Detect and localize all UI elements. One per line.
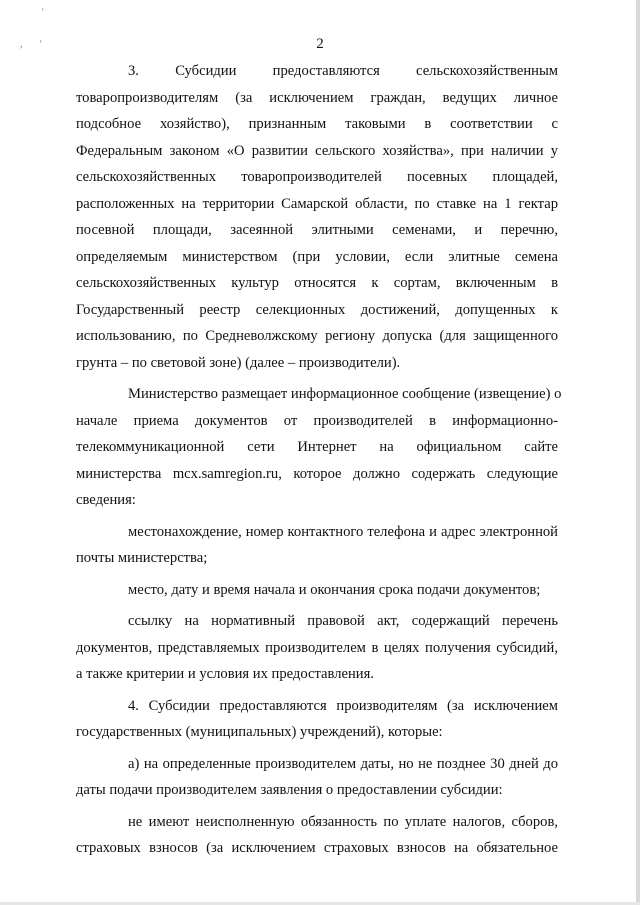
scan-speck: ' [40, 39, 42, 49]
paragraph [76, 751, 558, 804]
paragraph [76, 577, 558, 604]
text-line: сельскохозяйственных культур относятся к сортам, включенным в [76, 275, 558, 291]
paragraph [76, 58, 558, 376]
text-line: местонахождение, номер контактного телефона и адрес электронной [128, 523, 558, 540]
text-line: товаропроизводителям (за исключением граждан, ведущих личное [76, 89, 558, 106]
text-line: а) на определенные производителем даты, но не позднее 30 дней до [128, 755, 558, 772]
text-line: а также критерии и условия их предоставления. [76, 666, 374, 682]
document-body [76, 58, 562, 862]
scan-edge-right [636, 0, 640, 905]
scan-speck: ' [42, 7, 44, 17]
text-line: даты подачи производителем заявления о предоставлении субсидии: [76, 782, 503, 798]
paragraph [76, 693, 558, 746]
text-line: использованию, по Средневолжскому региону допуска (для защищенного [76, 328, 558, 344]
paragraph [76, 519, 558, 572]
text-line: место, дату и время начала и окончания срока подачи документов; [128, 581, 541, 598]
paragraph [76, 381, 562, 514]
text-line: сведения: [76, 492, 136, 508]
text-line: подсобное хозяйство), признанным таковыми в соответствии с [76, 116, 558, 132]
page-number: 2 [316, 36, 324, 52]
text-line: сельскохозяйственных товаропроизводителей посевных площадей, [76, 169, 558, 185]
text-line: расположенных на территории Самарской области, по ставке на 1 гектар [76, 195, 558, 212]
text-line: страховых взносов (за исключением страховых взносов на обязательное [76, 840, 558, 856]
paragraph [76, 809, 558, 862]
text-line: Федеральным законом «О развитии сельского хозяйства», при наличии у [76, 142, 558, 159]
scan-speck: , [20, 39, 23, 49]
text-line: государственных (муниципальных) учреждений), которые: [76, 724, 443, 740]
text-line: не имеют неисполненную обязанность по уплате налогов, сборов, [128, 813, 558, 830]
paragraph [76, 608, 558, 688]
text-line: посевной площади, засеянной элитными семенами, и перечню, [76, 222, 558, 238]
text-line: определяемым министерством (при условии, если элитные семена [76, 248, 558, 265]
text-line: документов, представляемых производителем в целях получения субсидий, [76, 639, 558, 656]
text-line: ссылку на нормативный правовой акт, содержащий перечень [128, 613, 558, 629]
text-line: 4. Субсидии предоставляются производителям (за исключением [128, 697, 558, 714]
text-line: телекоммуникационной сети Интернет на официальном сайте [76, 439, 558, 455]
text-line: Министерство размещает информационное сообщение (извещение) о [128, 386, 562, 402]
text-line: Государственный реестр селекционных достижений, допущенных к [76, 301, 558, 318]
text-line: министерства mcx.samregion.ru, которое должно содержать следующие [76, 465, 558, 482]
text-line: почты министерства; [76, 550, 208, 566]
text-line: грунта – по световой зоне) (далее – производители). [76, 354, 401, 371]
text-line: начале приема документов от производителей в информационно- [76, 412, 558, 429]
text-line: 3. Субсидии предоставляются сельскохозяйственным [128, 63, 558, 79]
